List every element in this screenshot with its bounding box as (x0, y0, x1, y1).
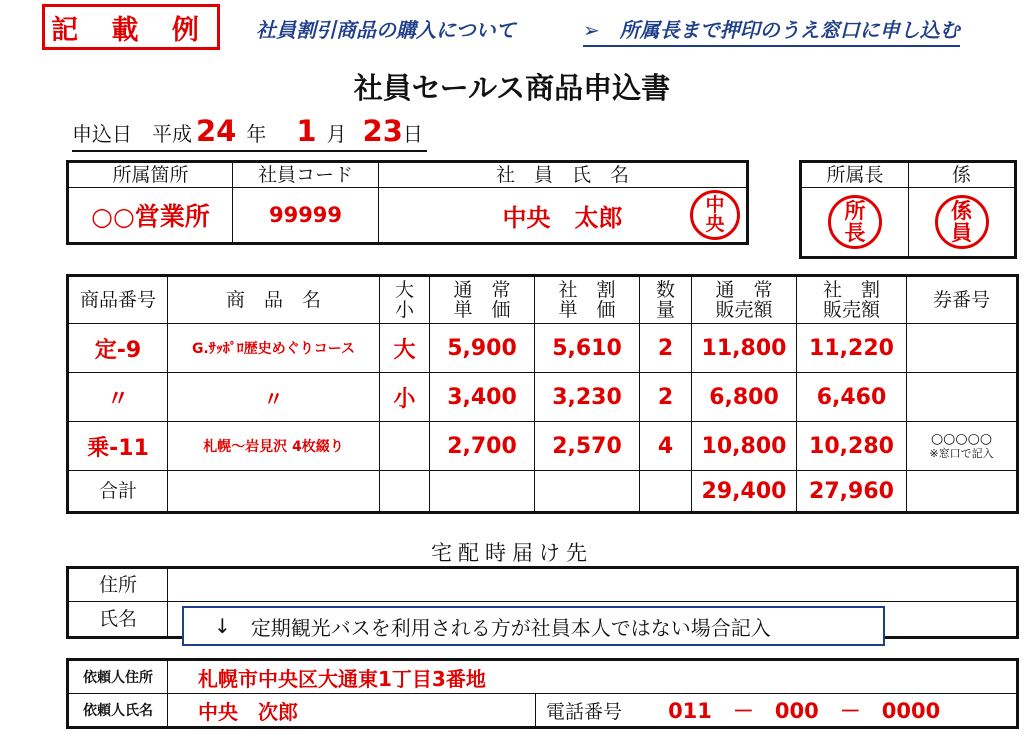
item-size[interactable]: 大 (380, 324, 430, 373)
dept-value[interactable]: ○○営業所 (68, 188, 233, 244)
discount-total[interactable]: 11,220 (797, 324, 907, 373)
staff-seal-stamp: 係 員 (935, 195, 989, 249)
date-month[interactable]: 1 (296, 114, 317, 148)
manager-seal-stamp: 所 長 (828, 195, 882, 249)
item-no[interactable]: 〃 (68, 373, 168, 422)
name-header: 社 員 氏 名 (379, 162, 748, 188)
item-name[interactable]: G.ｻｯﾎﾟﾛ歴史めぐりコース (168, 324, 380, 373)
quantity[interactable]: 2 (640, 324, 692, 373)
staff-header: 係 (909, 162, 1016, 188)
day-unit: 日 (402, 122, 423, 146)
application-date (72, 114, 427, 152)
approval-table (799, 160, 1017, 259)
date-label: 申込日 平成 (72, 122, 192, 146)
delivery-address-field[interactable] (168, 568, 1018, 602)
code-value[interactable]: 99999 (233, 188, 379, 244)
sum-label: 合計 (68, 471, 168, 513)
discount-total[interactable]: 6,460 (797, 373, 907, 422)
year-unit: 年 (246, 122, 267, 146)
item-no[interactable]: 乗-11 (68, 422, 168, 471)
ticket-no-header: 券番号 (907, 276, 1018, 324)
date-day[interactable]: 23 (362, 114, 403, 148)
sum-row (68, 471, 1018, 513)
name-label: 氏名 (68, 602, 168, 638)
item-no[interactable]: 定-9 (68, 324, 168, 373)
delivery-title: 宅配時届け先 (431, 541, 593, 565)
requester-table (66, 658, 1019, 729)
regular-total[interactable]: 6,800 (692, 373, 797, 422)
requester-address-label: 依頼人住所 (68, 660, 168, 694)
unit-price[interactable]: 3,400 (430, 373, 535, 422)
code-header: 社員コード (233, 162, 379, 188)
date-year[interactable]: 24 (196, 114, 237, 148)
instruction-note: ➢ 所属長まで押印のうえ窓口に申し込む (583, 14, 960, 47)
ticket-note: ※窓口で記入 (929, 447, 994, 460)
dept-header: 所属箇所 (68, 162, 233, 188)
sum-regular-total[interactable]: 29,400 (692, 471, 797, 513)
form-title: 社員セールス商品申込書 (353, 71, 671, 105)
discount-total-header: 社 割 販売額 (797, 276, 907, 324)
phone-label: 電話番号 (546, 701, 623, 723)
regular-total[interactable]: 10,800 (692, 422, 797, 471)
item-size[interactable]: 小 (380, 373, 430, 422)
requester-name-label: 依頼人氏名 (68, 694, 168, 728)
employee-name-cell[interactable] (379, 188, 748, 244)
applicant-table (66, 160, 749, 245)
size-header: 大 小 (380, 276, 430, 324)
discount-price[interactable]: 5,610 (535, 324, 640, 373)
regular-total-header: 通 常 販売額 (692, 276, 797, 324)
unit-price[interactable]: 5,900 (430, 324, 535, 373)
item-name[interactable]: 札幌～岩見沢 4枚綴り (168, 422, 380, 471)
table-row (68, 422, 1018, 471)
name-seal-stamp: 中 央 (690, 190, 740, 240)
item-name-header: 商 品 名 (168, 276, 380, 324)
staff-stamp-cell[interactable] (909, 188, 1016, 258)
ticket-no-cell[interactable] (907, 422, 1018, 471)
discount-price[interactable]: 2,570 (535, 422, 640, 471)
ticket-no[interactable] (907, 324, 1018, 373)
discount-total[interactable]: 10,280 (797, 422, 907, 471)
phone-cell[interactable] (536, 694, 1018, 728)
quantity[interactable]: 2 (640, 373, 692, 422)
quantity-header: 数 量 (640, 276, 692, 324)
address-label: 住所 (68, 568, 168, 602)
unit-price-header: 通 常 単 価 (430, 276, 535, 324)
items-table (66, 274, 1019, 514)
sum-discount-total[interactable]: 27,960 (797, 471, 907, 513)
callout-text: 定期観光バスを利用される方が社員本人ではない場合記入 (250, 615, 771, 640)
manager-header: 所属長 (801, 162, 909, 188)
requester-name[interactable]: 中央 次郎 (168, 694, 536, 728)
item-size[interactable] (380, 422, 430, 471)
requester-address[interactable]: 札幌市中央区大通東1丁目3番地 (168, 660, 1018, 694)
example-label: 記 載 例 (42, 4, 220, 50)
month-unit: 月 (326, 122, 347, 146)
down-arrow-icon: ↓ (214, 614, 231, 638)
unit-price[interactable]: 2,700 (430, 422, 535, 471)
item-name[interactable]: 〃 (168, 373, 380, 422)
ticket-no[interactable] (907, 373, 1018, 422)
regular-total[interactable]: 11,800 (692, 324, 797, 373)
requester-callout (182, 606, 885, 646)
purchase-note: 社員割引商品の購入について (256, 18, 516, 42)
employee-name: 中央 太郎 (502, 203, 623, 232)
discount-price[interactable]: 3,230 (535, 373, 640, 422)
discount-price-header: 社 割 単 価 (535, 276, 640, 324)
manager-stamp-cell[interactable] (801, 188, 909, 258)
table-row (68, 373, 1018, 422)
item-no-header: 商品番号 (68, 276, 168, 324)
quantity[interactable]: 4 (640, 422, 692, 471)
table-row (68, 324, 1018, 373)
phone-number: 011 － 000 － 0000 (668, 699, 941, 723)
ticket-no: ○○○○○ (930, 431, 993, 447)
